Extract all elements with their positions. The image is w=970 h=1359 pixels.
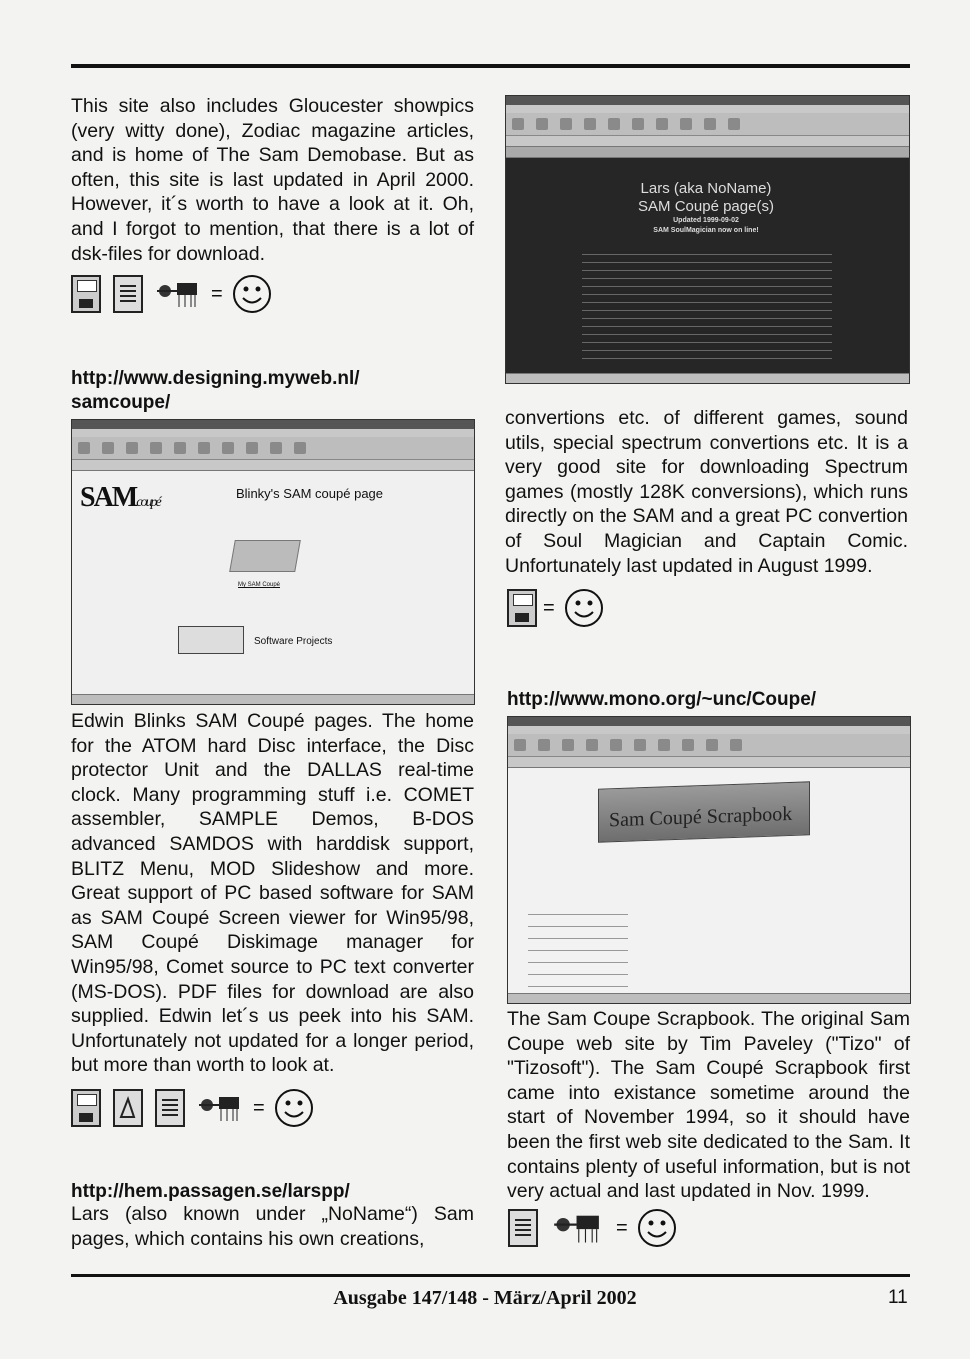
address-bar: [506, 136, 909, 147]
scrapbook-paragraph: The Sam Coupe Scrapbook. The original Sam Coupe web site by Tim Paveley ("Tizo" of "Tizosoft"). The Sam Coupé Scrapbook first came into existance sometime around the start of November 1994, so it should have been the first web site dedicated to the Sam. It contains plenty of useful information, but is not very actual and last updated in Nov. 1999.: [507, 1008, 910, 1203]
pdf-icon: [113, 1089, 143, 1127]
window-titlebar: [508, 717, 910, 726]
disk-icon: [71, 275, 101, 313]
equals-sign: =: [211, 282, 223, 305]
page-number: 11: [888, 1287, 908, 1308]
projects-image: [178, 626, 244, 654]
issue-footer: Ausgabe 147/148 - März/April 2002: [333, 1287, 637, 1309]
disk-icon: [507, 589, 537, 627]
url-designing[interactable]: http://www.designing.myweb.nl/ samcoupe/: [71, 368, 360, 413]
rating-row-1: [71, 274, 272, 314]
window-menubar: [72, 429, 474, 437]
window-toolbar: [508, 734, 910, 757]
status-bar: [506, 373, 909, 383]
lars-paragraph-cont: convertions etc. of different games, sound utils, special spectrum convertions etc. It is a very good site for downloading Spectrum games (mostly 128K conversions), which runs directly on the SAM and a great PC convertion of Soul Magician and Captain Comic. Unfortunately last updated in August 1999.: [505, 407, 908, 577]
window-titlebar: [506, 96, 909, 105]
status-bar: [508, 993, 910, 1003]
document-icon: [113, 275, 143, 313]
lars-updated: Updated 1999-09-02: [673, 217, 739, 224]
projects-label: Software Projects: [254, 636, 333, 647]
url-mono[interactable]: http://www.mono.org/~unc/Coupe/: [507, 689, 817, 710]
circuit-icon: [155, 277, 207, 311]
equals-sign: =: [543, 596, 555, 619]
links-bar: [506, 147, 909, 158]
blinky-heading: Blinky's SAM coupé page: [236, 486, 384, 501]
intro-paragraph: This site also includes Gloucester showpics (very witty done), Zodiac magazine articles, and is home of The Sam Demobase. But as often, this site is last updated in April 2000. However, it´s worth to have a look at it. Oh, and I forgot to mention, that there is a lot of dsk-files for download.: [71, 95, 474, 265]
blinky-link[interactable]: My SAM Coupé: [238, 582, 281, 588]
document-icon: [508, 1209, 538, 1247]
lars-title-line2: SAM Coupé page(s): [638, 198, 774, 215]
rating-row-2: [71, 1088, 314, 1128]
rating-row-3: [507, 588, 604, 628]
scrapbook-banner: Sam Coupé Scrapbook: [598, 781, 810, 842]
equals-sign: =: [616, 1216, 628, 1239]
scrapbook-links: [528, 907, 628, 987]
lars-paragraph-start: Lars (also known under „NoName“) Sam pages, which contains his own creations,: [71, 1203, 474, 1250]
window-menubar: [508, 726, 910, 734]
lars-body-lines: [582, 250, 832, 360]
window-toolbar: [72, 437, 474, 460]
smiley-icon: [232, 274, 272, 314]
window-titlebar: [72, 420, 474, 429]
circuit-icon: [197, 1091, 249, 1125]
smiley-icon: [274, 1088, 314, 1128]
screenshot-lars: [505, 95, 910, 384]
blinky-paragraph: Edwin Blinks SAM Coupé pages. The home for the ATOM hard Disc interface, the Disc protector Unit and the DALLAS real-time clock. Many programming stuff i.e. COMET assembler, SAMPLE Demos, B-DOS advanced SAMDOS with harddisk support, BLITZ Menu, MOD Slideshow and more. Great support of PC based software for SAM as SAM Coupé Screen viewer for Win95/98, SAM Coupé Diskimage manager for Win95/98, Comet source to PC text converter (MS-DOS). PDF files for download are also supplied. Edwin let´s us peek into his SAM. Unfortunately not updated for a longer period, but more than worth to look at.: [71, 710, 474, 1077]
disk-icon: [71, 1089, 101, 1127]
screenshot-blinky: [71, 419, 475, 705]
computer-image: [229, 540, 301, 572]
window-toolbar: [506, 113, 909, 136]
top-rule: [71, 64, 910, 68]
address-bar: [72, 460, 474, 471]
sam-logo: SAMcoupé: [80, 482, 160, 513]
smiley-icon: [637, 1208, 677, 1248]
status-bar: [72, 694, 474, 704]
circuit-icon: [550, 1209, 612, 1247]
lars-soul: SAM SoulMagician now on line!: [653, 227, 759, 234]
lars-title-line1: Lars (aka NoName): [640, 180, 772, 197]
lars-title-box: [586, 180, 826, 236]
window-menubar: [506, 105, 909, 113]
bottom-rule: [71, 1274, 910, 1277]
document-icon: [155, 1089, 185, 1127]
equals-sign: =: [253, 1096, 265, 1119]
screenshot-scrapbook: [507, 716, 911, 1004]
address-bar: [508, 757, 910, 768]
url-passagen[interactable]: http://hem.passagen.se/larspp/: [71, 1181, 350, 1202]
rating-row-4: [508, 1208, 677, 1248]
smiley-icon: [564, 588, 604, 628]
